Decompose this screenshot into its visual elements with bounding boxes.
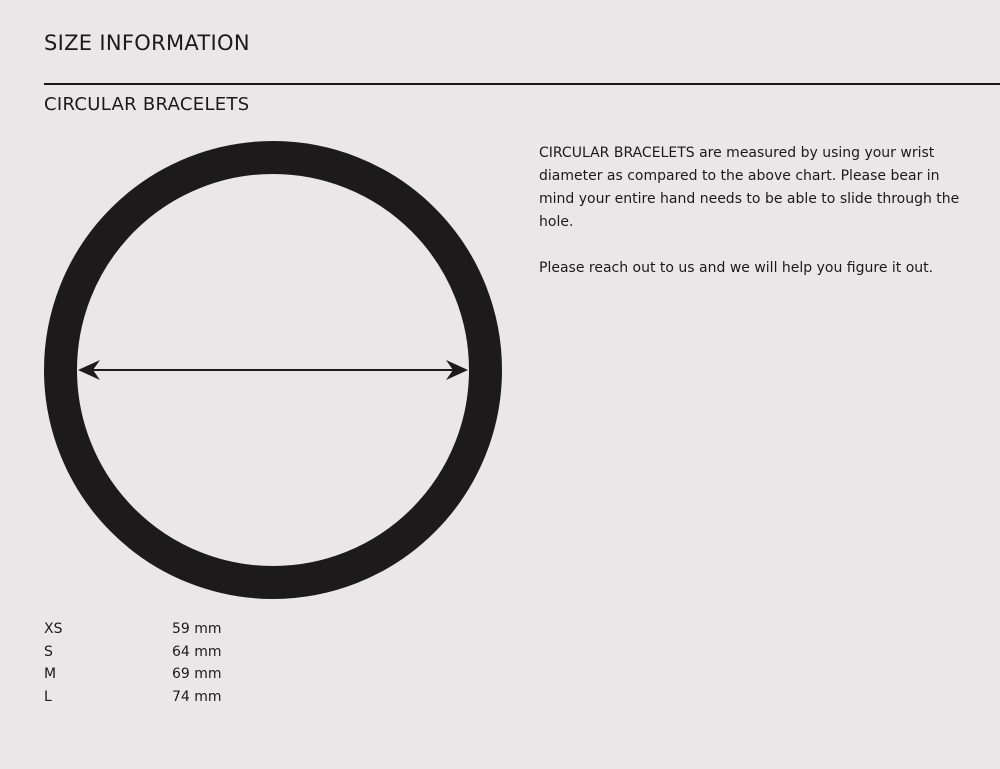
description-paragraph-1: CIRCULAR BRACELETS are measured by using your wrist diameter as compared to the above chart. Please bear in mind your entire hand needs to be able to slide through the hole. [539, 145, 960, 230]
size-value: 59 mm [172, 621, 222, 638]
size-table [44, 618, 272, 708]
size-row [44, 686, 272, 709]
description-paragraph-2: Please reach out to us and we will help you figure it out. [539, 260, 934, 276]
title-divider [44, 83, 1000, 85]
description [539, 142, 979, 303]
size-label: S [44, 643, 53, 660]
size-value: 64 mm [172, 643, 222, 660]
size-value: 74 mm [172, 688, 222, 705]
size-label: XS [44, 621, 63, 638]
size-value: 69 mm [172, 666, 222, 683]
size-label: M [44, 666, 57, 683]
size-row [44, 641, 272, 664]
size-label: L [44, 688, 52, 705]
size-row [44, 663, 272, 686]
size-row [44, 618, 272, 641]
page-title: SIZE INFORMATION [44, 31, 250, 55]
bracelet-diameter-diagram [40, 138, 506, 604]
section-title: CIRCULAR BRACELETS [44, 94, 250, 115]
